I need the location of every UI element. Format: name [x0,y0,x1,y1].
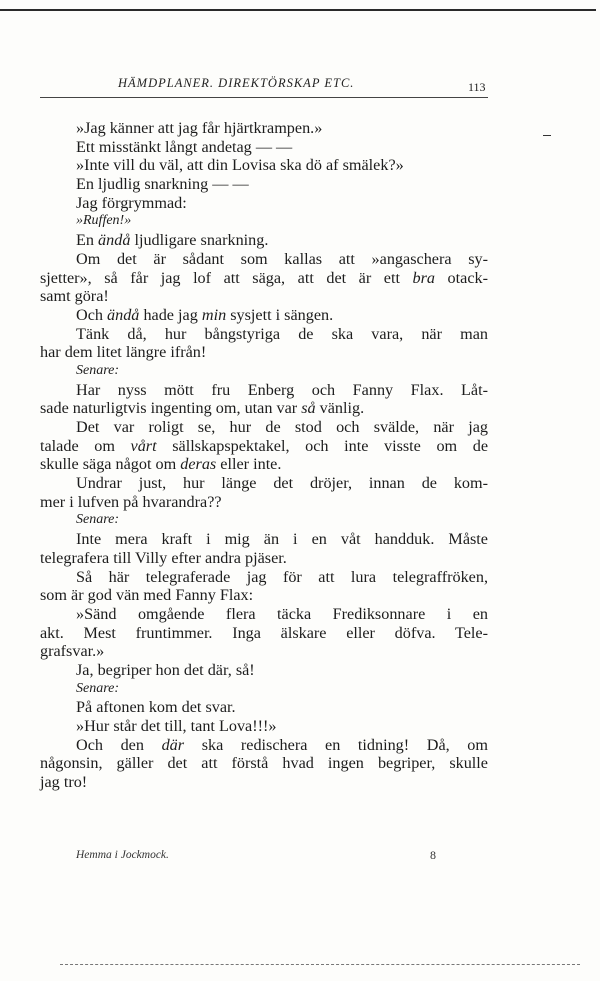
emphasis-text: ändå [98,231,131,250]
text-line [40,549,488,568]
line-text: telegrafera till Villy efter andra pjäser. [40,548,287,567]
line-text: Senare: [76,512,120,528]
line-text: » [124,213,132,229]
text-line [40,530,488,549]
text-line [40,437,488,456]
text-line [40,231,488,250]
footer-source: Hemma i Jockmock. [76,849,169,861]
line-text: otack- [435,268,488,287]
text-line [40,474,488,493]
line-text: sysjett i sängen. [226,305,334,324]
emphasis-text: vårt [130,436,157,455]
line-text: ljudligare snarkning. [130,231,269,250]
line-text: »Jag känner att jag får hjärtkrampen.» [76,119,323,137]
line-text: hade jag [139,305,202,324]
text-line [40,119,488,138]
emphasis-text: så [301,399,316,418]
text-line [40,212,488,231]
line-text: »Inte vill du väl, att din Lovisa ska dö af smälek?» [76,156,404,175]
emphasis-text: där [161,735,185,754]
line-text: Jag förgrymmad: [76,193,187,212]
line-text: Har nyss mött fru Enberg och Fanny Flax. Låt- [76,380,488,399]
line-text: ska redischera en tidning! Då, om [184,735,488,754]
body-text [40,119,488,792]
line-text: har dem litet längre ifrån! [40,343,207,362]
text-line [40,399,488,418]
text-line [40,306,488,325]
text-line [40,455,488,474]
line-text: Och [76,305,108,324]
line-text: Undrar just, hur länge det dröjer, innan de kom- [76,474,488,493]
line-text: Senare: [76,362,120,378]
line-text: Så här telegraferade jag för att lura telegraffröken, [76,567,488,586]
text-line [40,511,488,530]
text-line [40,736,488,755]
line-text: skulle säga något om [40,455,181,474]
margin-mark [543,135,551,136]
text-line [40,138,488,157]
line-text: Tänk då, hur bångstyriga de ska vara, när man [76,324,488,343]
emphasis-text: bra [412,268,436,287]
line-text: som är god vän med Fanny Flax: [40,586,254,605]
line-text: samt göra! [40,287,109,306]
text-line [40,287,488,306]
line-text: Ett misstänkt långt andetag — — [76,137,293,156]
line-text: sällskapspektakel, och inte visste om de [156,436,489,455]
text-line [40,605,488,624]
line-text: Det var roligt se, hur de stod och svälde, när jag [76,418,488,436]
line-text: En [76,231,99,250]
line-text: vänlig. [315,399,365,418]
text-line [40,754,488,773]
line-text: På aftonen kom det svar. [76,698,236,717]
line-text: En ljudlig snarkning — — [76,175,249,194]
line-text: grafsvar.» [40,642,105,661]
text-line [40,175,488,194]
text-line [40,568,488,587]
line-text: Senare: [76,680,120,696]
text-line [40,194,488,213]
signature-mark: 8 [430,848,436,862]
line-text: Om det är sådant som kallas att »angaschera sy- [76,249,488,268]
text-line [40,698,488,717]
page-number: 113 [468,80,486,94]
text-line [40,381,488,400]
emphasis-text: Ruffen! [83,213,125,229]
text-line [40,624,488,643]
emphasis-text: min [201,305,227,324]
line-text: talade om [40,436,131,455]
emphasis-text: deras [180,455,217,474]
emphasis-text: ändå [107,305,140,324]
text-line [40,362,488,381]
running-header: HÄMDPLANER. DIREKTÖRSKAP ETC. [118,76,355,90]
text-line [40,680,488,699]
text-line [40,661,488,680]
line-text: jag tro! [40,773,88,792]
line-text: akt. Mest fruntimmer. Inga älskare eller döfva. Tele- [40,623,488,642]
text-line [40,773,488,792]
text-line [40,269,488,288]
text-line [40,717,488,736]
line-text: »Sänd omgående flera täcka Frediksonnare i en [76,604,488,623]
text-line [40,493,488,512]
text-line [40,418,488,437]
line-text: Och den [76,735,162,754]
line-text: »Hur står det till, tant Lova!!!» [76,717,277,735]
line-text: » [76,213,83,229]
text-line [40,250,488,269]
text-line [40,343,488,362]
line-text: Ja, begriper hon det där, så! [76,660,255,679]
line-text: Inte mera kraft i mig än i en våt handduk. Måste [76,530,488,549]
text-line [40,325,488,344]
bottom-rule [60,964,580,965]
line-text: någonsin, gäller det att förstå hvad ingen begriper, skulle [40,754,488,773]
top-rule [0,9,596,11]
line-text: eller inte. [216,455,282,474]
text-line [40,586,488,605]
line-text: sjetter», så får jag lof att säga, att det är ett [40,268,413,287]
line-text: mer i lufven på hvarandra?? [40,492,222,511]
text-line [40,642,488,661]
header-rule [40,97,488,98]
text-line [40,156,488,175]
line-text: sade naturligtvis ingenting om, utan var [40,399,302,418]
